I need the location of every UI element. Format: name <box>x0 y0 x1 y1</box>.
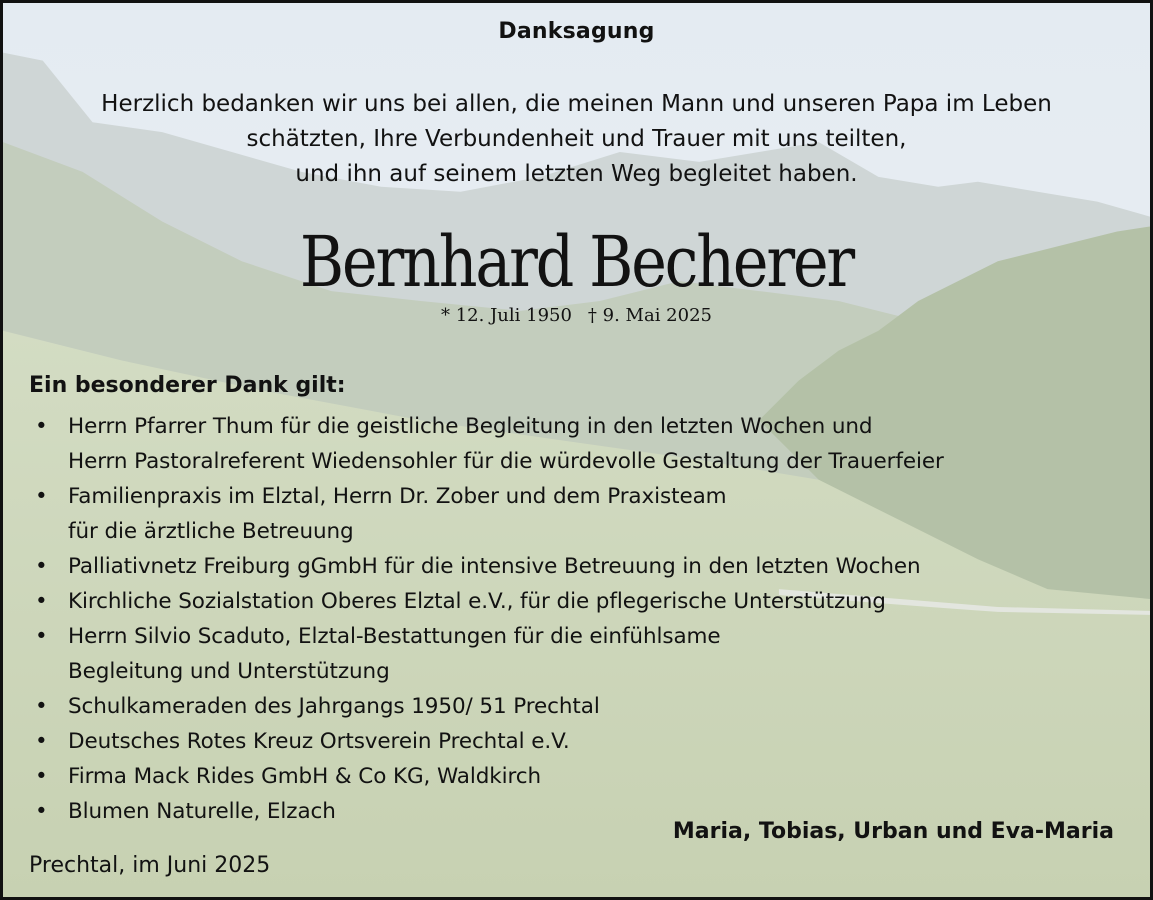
deceased-name: Bernhard Becherer <box>299 221 854 303</box>
list-item <box>29 689 1139 724</box>
list-item <box>29 724 1139 759</box>
list-item-line: Herrn Pfarrer Thum für die geistliche Begleitung in den letzten Wochen und <box>68 414 873 439</box>
place-date: Prechtal, im Juni 2025 <box>29 853 271 878</box>
list-item-line: Herrn Pastoralreferent Wiedensohler für die würdevolle Gestaltung der Trauerfeier <box>68 449 944 474</box>
list-item-line: Kirchliche Sozialstation Oberes Elztal e.V., für die pflegerische Unterstützung <box>68 589 886 614</box>
list-item <box>29 409 1139 479</box>
intro-line: schätzten, Ihre Verbundenheit und Trauer mit uns teilten, <box>246 126 907 152</box>
bullet-icon: • <box>35 484 48 509</box>
bullet-icon: • <box>35 694 48 719</box>
list-item-line: Deutsches Rotes Kreuz Ortsverein Prechtal e.V. <box>68 729 570 754</box>
bullet-icon: • <box>35 729 48 754</box>
list-item-line: Herrn Silvio Scaduto, Elztal-Bestattungen für die einfühlsame <box>68 624 721 649</box>
list-item-line: Familienpraxis im Elztal, Herrn Dr. Zober und dem Praxisteam <box>68 484 727 509</box>
heading: Danksagung <box>498 19 655 44</box>
obituary-content <box>3 3 1150 897</box>
list-item-line: für die ärztliche Betreuung <box>68 519 354 544</box>
list-item-line: Palliativnetz Freiburg gGmbH für die intensive Betreuung in den letzten Wochen <box>68 554 921 579</box>
signers: Maria, Tobias, Urban und Eva-Maria <box>672 819 1114 844</box>
list-item <box>29 759 1139 794</box>
bullet-icon: • <box>35 799 48 824</box>
list-item <box>29 584 1139 619</box>
bullet-icon: • <box>35 764 48 789</box>
life-dates <box>3 305 1150 326</box>
birth-date: * 12. Juli 1950 <box>441 305 572 326</box>
bullet-icon: • <box>35 414 48 439</box>
list-item <box>29 479 1139 549</box>
bullet-icon: • <box>35 554 48 579</box>
list-item-line: Schulkameraden des Jahrgangs 1950/ 51 Prechtal <box>68 694 600 719</box>
death-date: † 9. Mai 2025 <box>587 305 712 326</box>
list-item-line: Firma Mack Rides GmbH & Co KG, Waldkirch <box>68 764 542 789</box>
thanks-heading: Ein besonderer Dank gilt: <box>29 373 346 398</box>
bullet-icon: • <box>35 589 48 614</box>
intro-line: und ihn auf seinem letzten Weg begleitet haben. <box>295 161 858 187</box>
bullet-icon: • <box>35 624 48 649</box>
intro-line: Herzlich bedanken wir uns bei allen, die meinen Mann und unseren Papa im Leben <box>101 91 1052 117</box>
list-item-line: Begleitung und Unterstützung <box>68 659 390 684</box>
list-item <box>29 549 1139 584</box>
list-item-line: Blumen Naturelle, Elzach <box>68 799 336 824</box>
list-item <box>29 619 1139 689</box>
intro-text <box>3 87 1150 192</box>
thanks-list <box>29 409 1139 829</box>
